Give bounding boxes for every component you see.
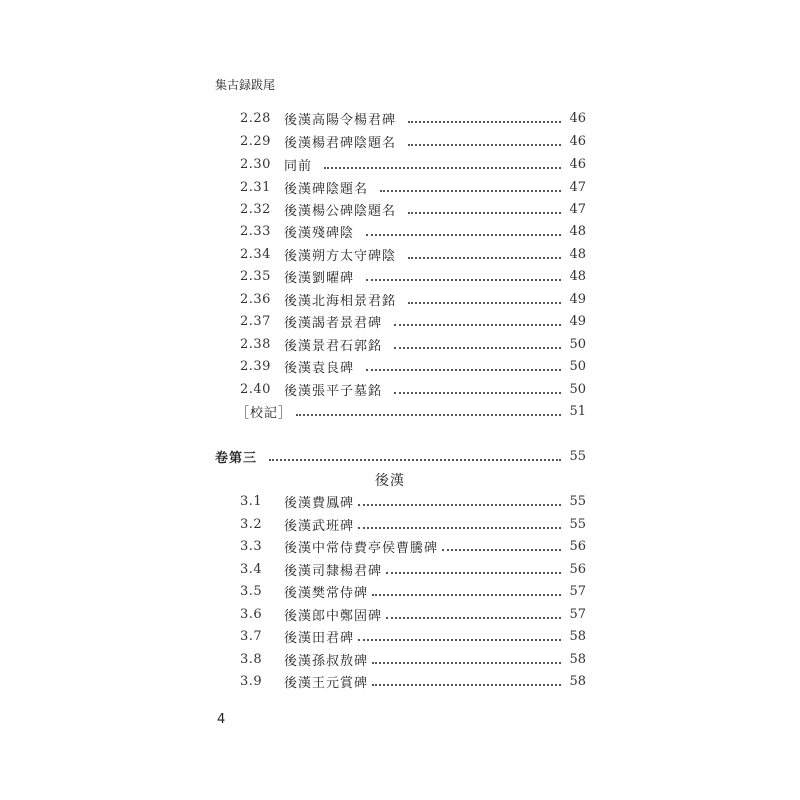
- dot-leader: [394, 391, 561, 394]
- toc-entry: [240, 491, 586, 511]
- toc-entry: [240, 379, 586, 399]
- entry-page: 47: [569, 201, 586, 217]
- entry-page: 55: [569, 448, 586, 464]
- chapter-title: 卷第三: [215, 450, 258, 466]
- entry-number: 3.2: [240, 516, 263, 532]
- entry-page: 56: [569, 561, 586, 577]
- dot-leader: [408, 301, 561, 304]
- entry-page: 55: [569, 493, 586, 509]
- entry-page: 47: [569, 179, 586, 195]
- entry-title: 後漢樊常侍碑: [284, 585, 369, 601]
- entry-number: 2.33: [240, 223, 271, 239]
- entry-number: 2.35: [240, 268, 271, 284]
- entry-page: 46: [569, 156, 586, 172]
- entry-number: 2.28: [240, 110, 271, 126]
- entry-title: 同前: [284, 158, 313, 174]
- entry-title: 後漢景君石郭銘: [284, 338, 383, 354]
- entry-number: 2.29: [240, 133, 271, 149]
- entry-page: 55: [569, 516, 586, 532]
- dot-leader: [386, 571, 561, 574]
- toc-entry: [240, 671, 586, 691]
- entry-page: 57: [569, 606, 586, 622]
- entry-title: 後漢武班碑: [284, 518, 355, 534]
- entry-number: 2.31: [240, 179, 271, 195]
- entry-page: 48: [569, 223, 586, 239]
- toc-entry: [240, 559, 586, 579]
- dot-leader: [408, 120, 561, 123]
- entry-page: 58: [569, 651, 586, 667]
- entry-page: 46: [569, 110, 586, 126]
- toc-entry: [240, 221, 586, 241]
- entry-title: 後漢孫叔敖碑: [284, 653, 369, 669]
- entry-page: 49: [569, 313, 586, 329]
- entry-number: 3.4: [240, 561, 263, 577]
- dot-leader: [372, 661, 561, 664]
- dot-leader: [296, 413, 561, 416]
- entry-title: 後漢田君碑: [284, 630, 355, 646]
- entry-number: 3.1: [240, 493, 263, 509]
- toc-entry: [240, 289, 586, 309]
- entry-page: 46: [569, 133, 586, 149]
- dot-leader: [358, 526, 561, 529]
- toc-entry: [240, 536, 586, 556]
- entry-page: 58: [569, 673, 586, 689]
- entry-title: 後漢殘碑陰: [284, 225, 355, 241]
- entry-page: 49: [569, 291, 586, 307]
- dot-leader: [408, 256, 561, 259]
- entry-page: 57: [569, 583, 586, 599]
- entry-title: 後漢王元賞碑: [284, 675, 369, 691]
- entry-page: 50: [569, 358, 586, 374]
- toc-entry: [240, 131, 586, 151]
- dot-leader: [394, 346, 561, 349]
- toc-entry: [240, 244, 586, 264]
- entry-title: 後漢費鳳碑: [284, 495, 355, 511]
- toc-entry: [240, 649, 586, 669]
- page-number: 4: [217, 712, 226, 727]
- dot-leader: [358, 638, 561, 641]
- entry-number: 2.30: [240, 156, 271, 172]
- dot-leader: [442, 548, 561, 551]
- toc-entry: [240, 108, 586, 128]
- toc-entry: [240, 514, 586, 534]
- entry-number: 3.3: [240, 538, 263, 554]
- running-header: 集古録跋尾: [215, 78, 276, 92]
- toc-entry: [240, 177, 586, 197]
- entry-title: 後漢司隸楊君碑: [284, 563, 383, 579]
- entry-number: 2.40: [240, 381, 271, 397]
- entry-number: 3.6: [240, 606, 263, 622]
- dot-leader: [358, 503, 561, 506]
- entry-title: 後漢碑陰題名: [284, 181, 369, 197]
- entry-page: 50: [569, 381, 586, 397]
- entry-title: 後漢朔方太守碑陰: [284, 248, 397, 264]
- entry-page: 51: [569, 403, 586, 419]
- entry-title: 後漢劉曜碑: [284, 270, 355, 286]
- entry-title: 後漢楊君碑陰題名: [284, 135, 397, 151]
- entry-number: 3.7: [240, 628, 263, 644]
- entry-title: 後漢中常侍費亭侯曹騰碑: [284, 540, 439, 556]
- entry-number: 2.37: [240, 313, 271, 329]
- dot-leader: [380, 189, 561, 192]
- dot-leader: [408, 211, 561, 214]
- entry-title: 後漢高陽令楊君碑: [284, 112, 397, 128]
- dot-leader: [366, 278, 561, 281]
- entry-title: 後漢楊公碑陰題名: [284, 203, 397, 219]
- entry-title: 後漢張平子墓銘: [284, 383, 383, 399]
- entry-number: 2.39: [240, 358, 271, 374]
- toc-entry: [240, 581, 586, 601]
- dot-leader: [386, 616, 561, 619]
- dot-leader: [324, 166, 561, 169]
- toc-entry: [240, 311, 586, 331]
- toc-entry: [240, 356, 586, 376]
- dot-leader: [366, 368, 561, 371]
- toc-entry: [240, 334, 586, 354]
- entry-number: 3.8: [240, 651, 263, 667]
- dot-leader: [269, 458, 561, 461]
- entry-page: 48: [569, 246, 586, 262]
- entry-number: 2.34: [240, 246, 271, 262]
- section-heading: 後漢: [375, 473, 405, 489]
- toc-chapter-entry: [215, 446, 586, 466]
- entry-number: 3.9: [240, 673, 263, 689]
- entry-title: 後漢袁良碑: [284, 360, 355, 376]
- entry-page: 50: [569, 336, 586, 352]
- toc-entry: [240, 604, 586, 624]
- entry-number: 2.36: [240, 291, 271, 307]
- entry-title: 後漢郎中鄭固碑: [284, 608, 383, 624]
- entry-title: 後漢謁者景君碑: [284, 315, 383, 331]
- entry-number: 2.32: [240, 201, 271, 217]
- dot-leader: [408, 143, 561, 146]
- toc-entry-collation: [236, 401, 586, 421]
- toc-entry: [240, 626, 586, 646]
- entry-number: 3.5: [240, 583, 263, 599]
- toc-entry: [240, 199, 586, 219]
- entry-title: 後漢北海相景君銘: [284, 293, 397, 309]
- entry-page: 56: [569, 538, 586, 554]
- toc-entry: [240, 154, 586, 174]
- entry-number: 2.38: [240, 336, 271, 352]
- dot-leader: [372, 593, 561, 596]
- dot-leader: [394, 323, 561, 326]
- dot-leader: [366, 233, 561, 236]
- entry-page: 48: [569, 268, 586, 284]
- dot-leader: [372, 683, 561, 686]
- toc-entry: [240, 266, 586, 286]
- entry-title: ［校記］: [236, 405, 293, 421]
- entry-page: 58: [569, 628, 586, 644]
